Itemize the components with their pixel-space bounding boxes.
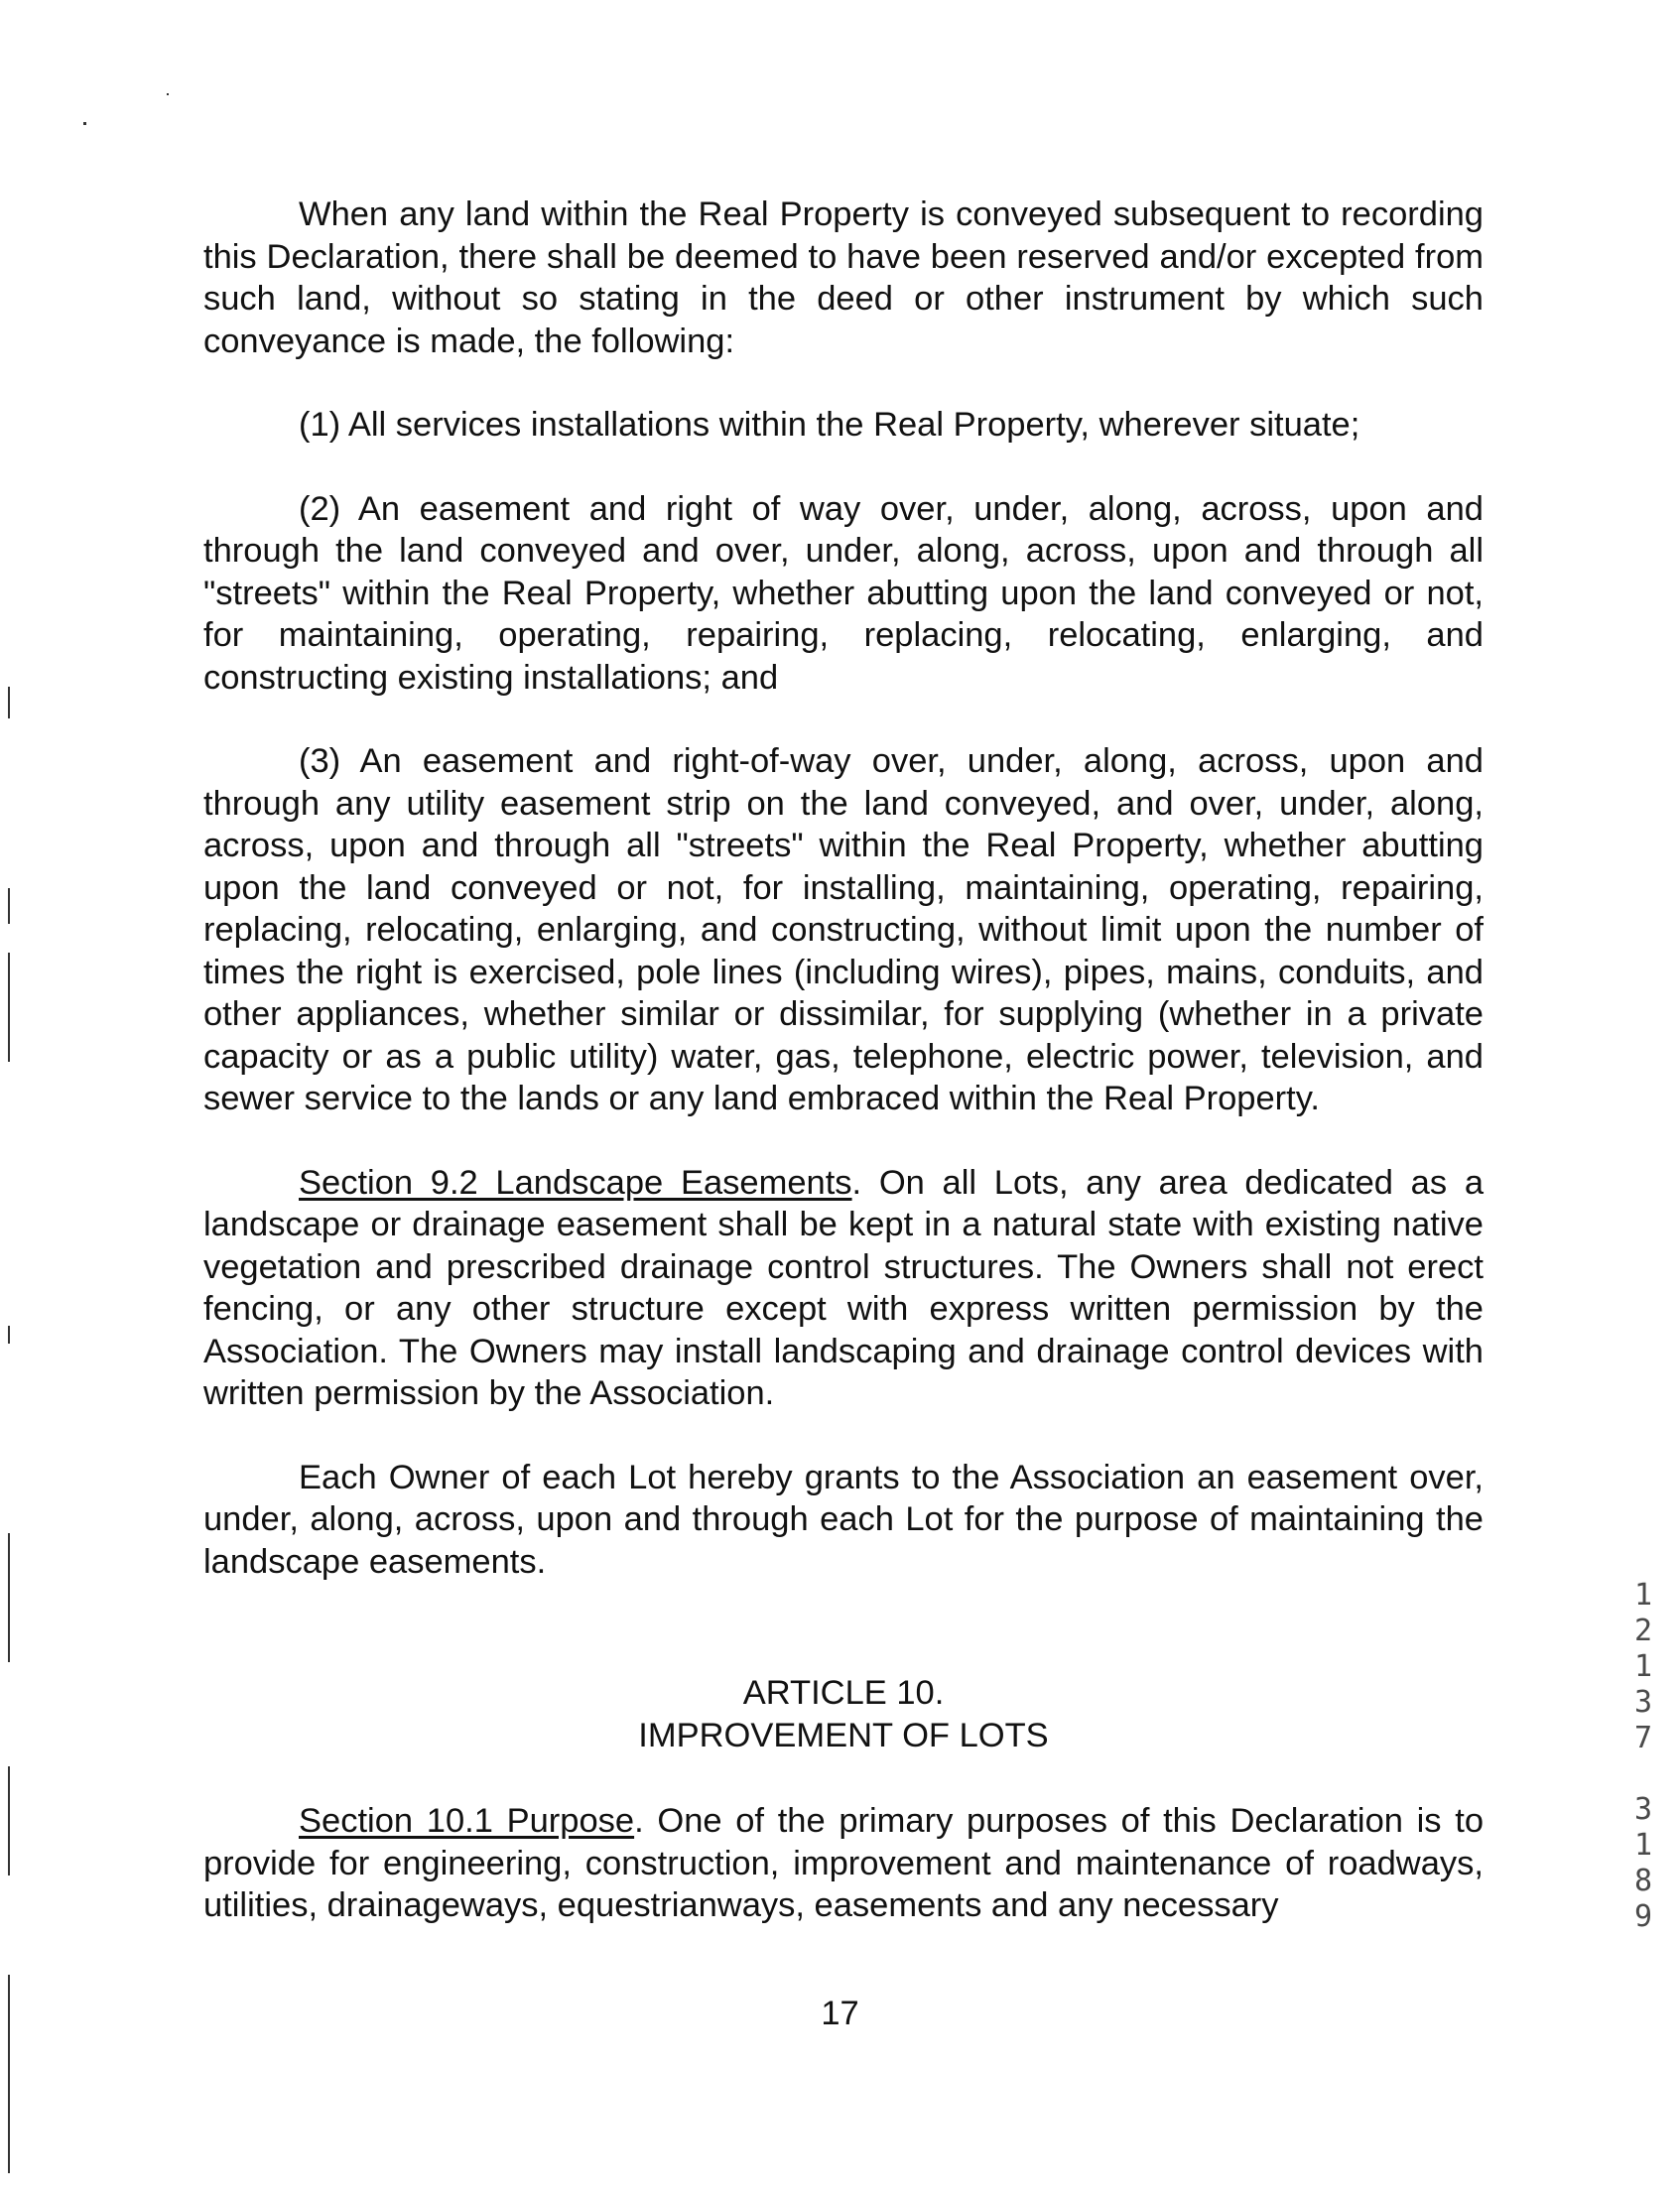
- article-number: ARTICLE 10.: [742, 1674, 945, 1712]
- scan-artifact-line: [8, 1766, 10, 1876]
- stamp-gap: [1625, 1756, 1661, 1792]
- document-body: [203, 194, 1484, 1969]
- scan-artifact-dot: [167, 93, 169, 95]
- section-10-1-paragraph: [203, 1800, 1484, 1927]
- stamp-digit: 8: [1633, 1864, 1653, 1898]
- paragraph-item-3: (3) An easement and right-of-way over, under, along, across, upon and through any utility easement strip on the land conveyed, and over, under, along, across, upon and through all "streets" within the Real Property, whether abutting upon the land conveyed or not, for installing, maintaining, operating, repairing, replacing, relocating, enlarging, and constructing, without limit upon the number of times the right is exercised, pole lines (including wires), pipes, mains, conduits, and other appliances, whether similar or dissimilar, for supplying (whether in a private capacity or as a public utility) water, gas, telephone, electric power, television, and sewer service to the lands or any land embraced within the Real Property.: [203, 742, 1484, 1117]
- stamp-digit: 1: [1633, 1828, 1653, 1863]
- recording-stamp: [1625, 1578, 1661, 1935]
- page-number: 17: [821, 1995, 859, 2032]
- scan-artifact-dot: [83, 122, 86, 125]
- section-9-2-body: . On all Lots, any area dedicated as a landscape or drainage easement shall be kept in a natural state with existing native vegetation and prescribed drainage control structures. The Owners shall not erect fencing, or any other structure except with express written permission by the Association. The Owners may install landscaping and drainage control devices with written permission by the Association.: [203, 1163, 1485, 1412]
- paragraph-item-1: (1) All services installations within the Real Property, wherever situate;: [299, 406, 1360, 444]
- paragraph-owner-grant: Each Owner of each Lot hereby grants to the Association an easement over, under, along, across, upon and through each Lot for the purpose of maintaining the landscape easements.: [203, 1458, 1484, 1581]
- scan-artifact-line: [8, 1533, 10, 1662]
- article-heading: [203, 1672, 1484, 1756]
- section-10-1-heading: Section 10.1 Purpose: [299, 1802, 635, 1840]
- stamp-digit: 1: [1633, 1578, 1653, 1613]
- scan-artifact-line: [8, 888, 10, 924]
- article-title: IMPROVEMENT OF LOTS: [638, 1716, 1049, 1754]
- stamp-digit: 7: [1633, 1721, 1653, 1755]
- stamp-digit: 3: [1633, 1792, 1653, 1827]
- section-9-2-heading: Section 9.2 Landscape Easements: [299, 1163, 852, 1202]
- stamp-digit: 9: [1633, 1899, 1653, 1934]
- section-9-2-paragraph: [203, 1162, 1484, 1415]
- stamp-digit: 1: [1633, 1649, 1653, 1684]
- stamp-digit: 2: [1633, 1614, 1653, 1648]
- section-10-1-body: . One of the primary purposes of this Declaration is to provide for engineering, construction, improvement and maintenance of roadways, utilities, drainageways, equestrianways, easements and any necessary: [203, 1802, 1485, 1924]
- scan-artifact-line: [8, 1326, 10, 1344]
- paragraph-conveyance-reservations: When any land within the Real Property is conveyed subsequent to recording this Declaration, there shall be deemed to have been reserved and/or excepted from such land, without so stating in the deed or other instrument by which such conveyance is made, the following:: [203, 195, 1484, 360]
- paragraph-item-2: (2) An easement and right of way over, under, along, across, upon and through the land conveyed and over, under, along, across, upon and through all "streets" within the Real Property, whether abutting upon the land conveyed or not, for maintaining, operating, repairing, replacing, relocating, enlarging, and constructing existing installations; and: [203, 489, 1484, 697]
- scan-artifact-line: [8, 687, 10, 718]
- scan-artifact-line: [8, 953, 10, 1062]
- stamp-digit: 3: [1633, 1685, 1653, 1720]
- scan-artifact-line: [8, 1975, 10, 2173]
